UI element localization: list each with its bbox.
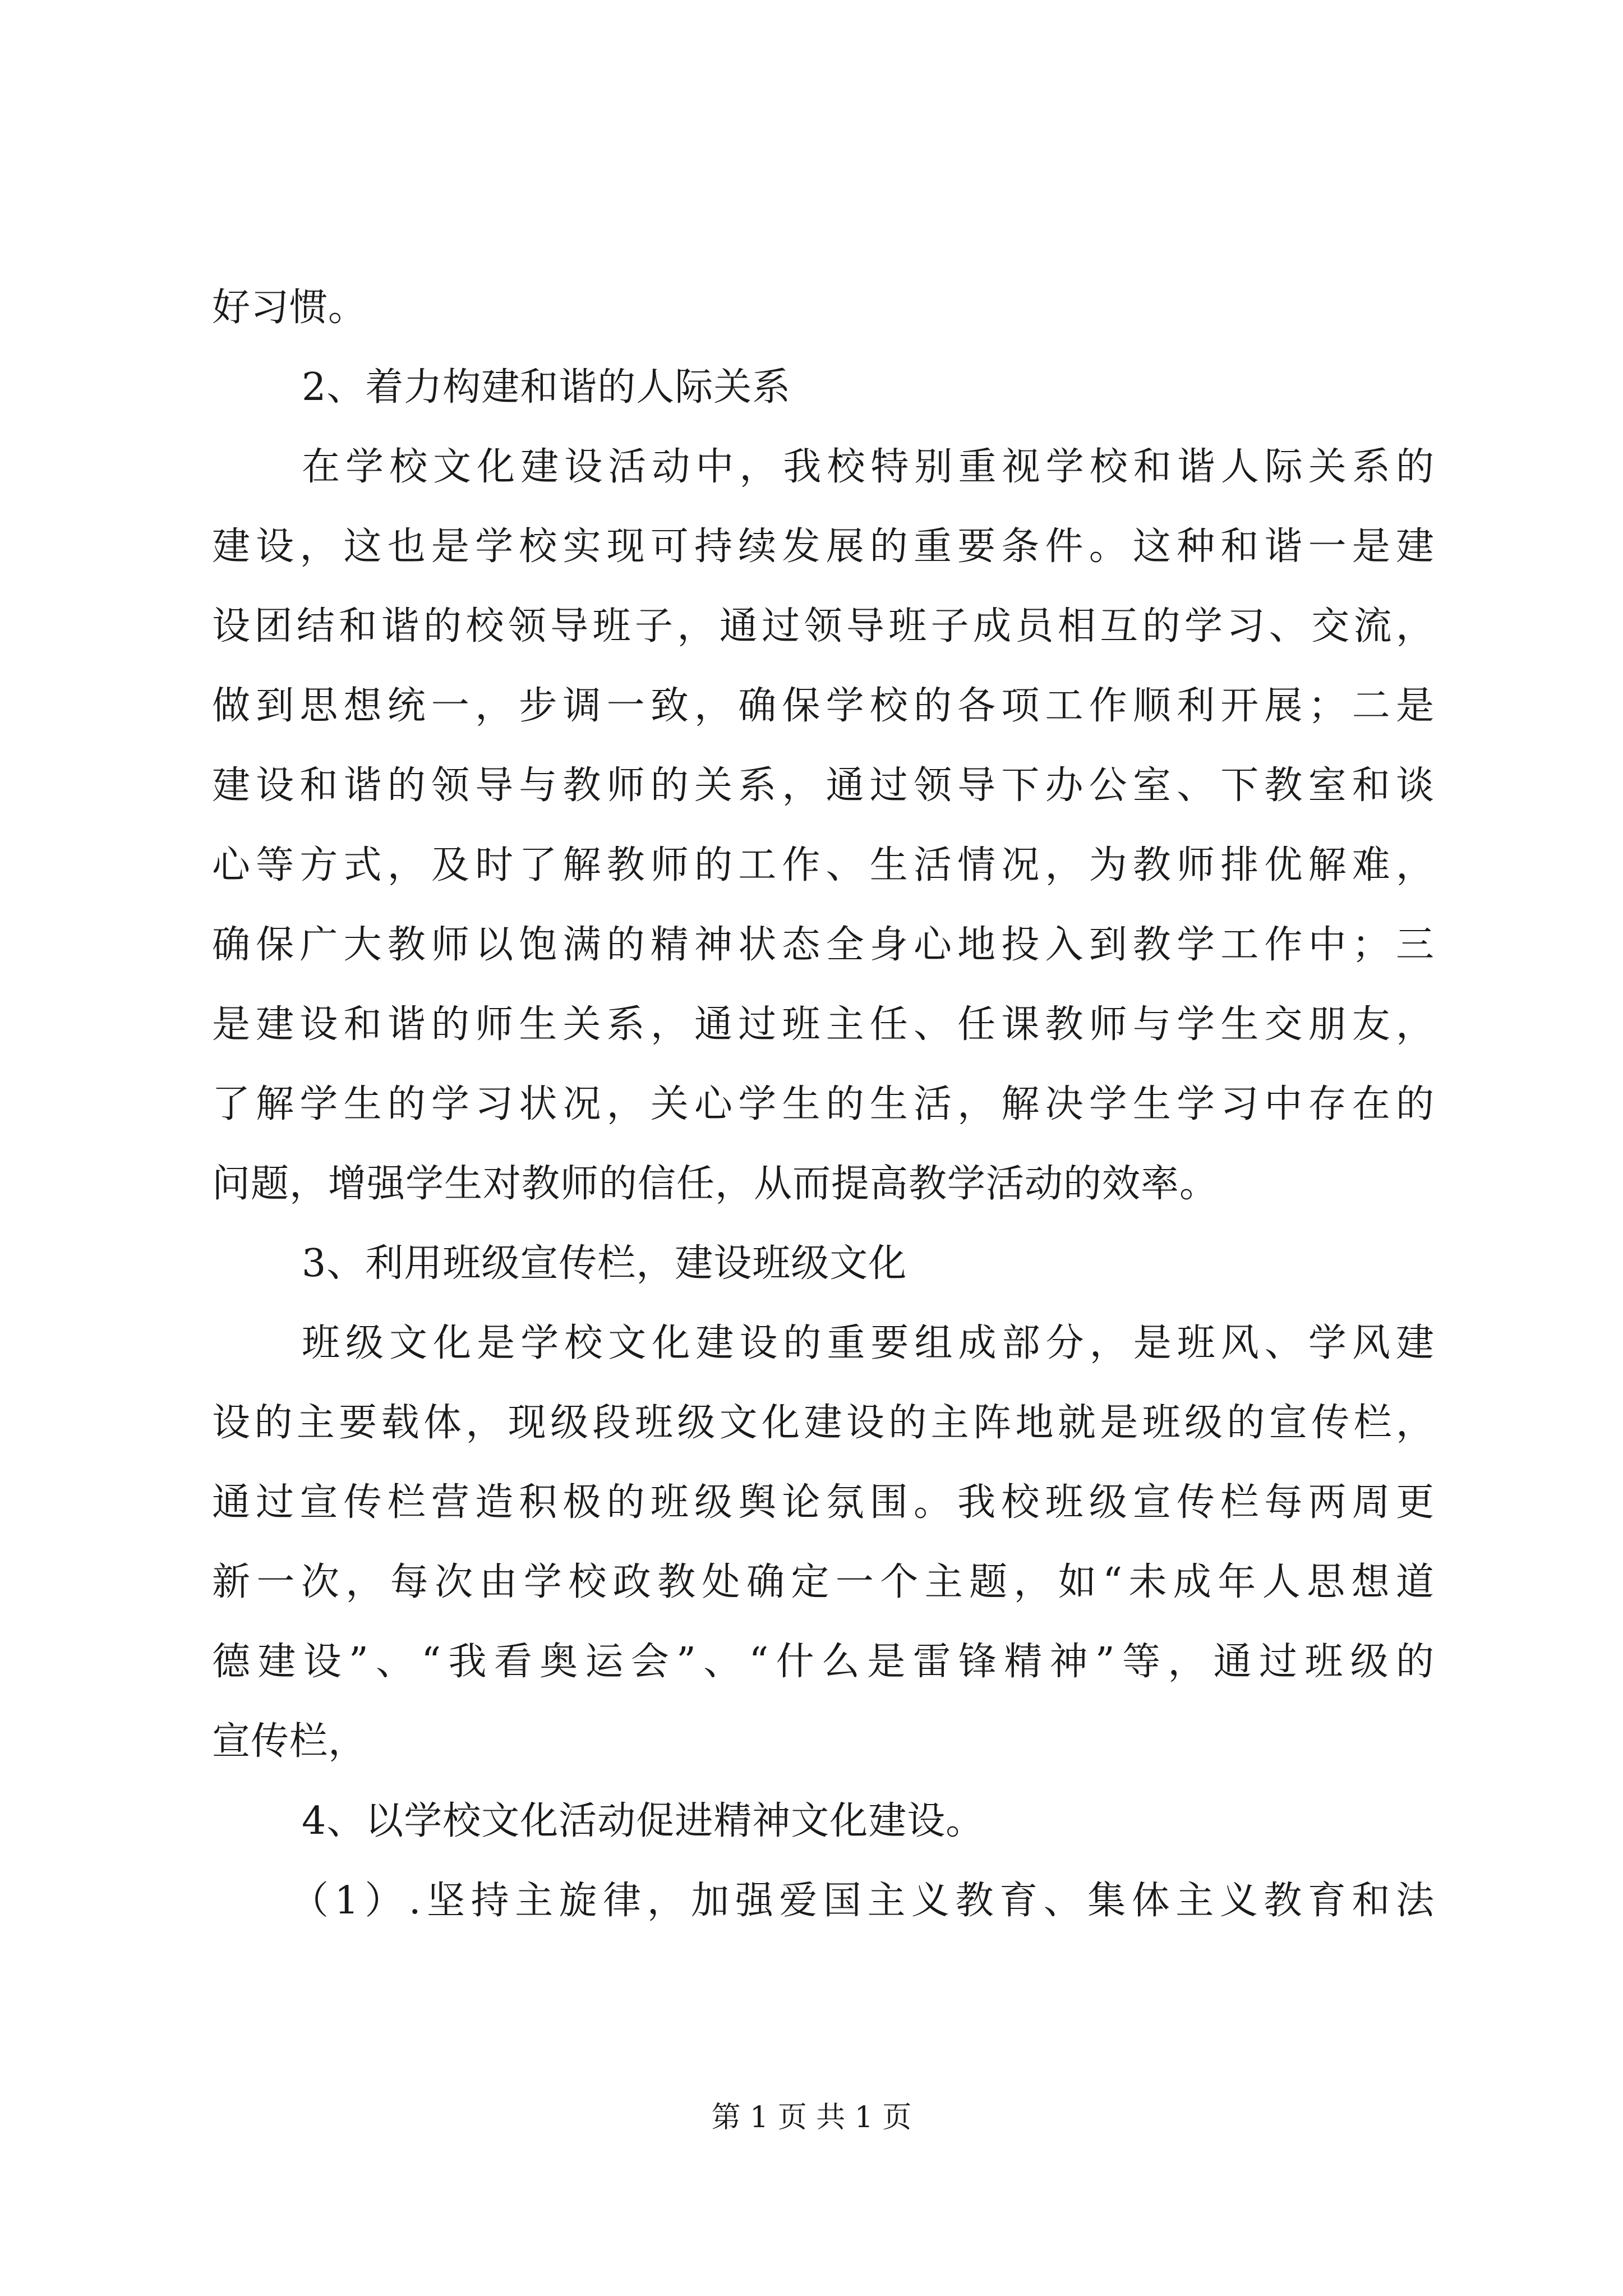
- text-line: 班级文化是学校文化建设的重要组成部分，是班风、学风建: [302, 1321, 1435, 1365]
- section-heading: 4、以学校文化活动促进精神文化建设。: [302, 1799, 985, 1843]
- section-heading: 3、利用班级宣传栏，建设班级文化: [302, 1241, 907, 1286]
- text-line: 宣传栏，: [212, 1719, 367, 1764]
- text-line: 通过宣传栏营造积极的班级舆论氛围。我校班级宣传栏每两周更: [212, 1480, 1435, 1525]
- text-line: 做到思想统一，步调一致，确保学校的各项工作顺利开展；二是: [212, 684, 1435, 728]
- text-line: 建设和谐的领导与教师的关系，通过领导下办公室、下教室和谈: [212, 763, 1435, 808]
- text-line: （1）.坚持主旋律，加强爱国主义教育、集体主义教育和法: [291, 1879, 1435, 1923]
- text-line: 在学校文化建设活动中，我校特别重视学校和谐人际关系的: [302, 445, 1435, 489]
- text-line: 确保广大教师以饱满的精神状态全身心地投入到教学工作中；三: [212, 923, 1435, 967]
- text-line: 好习惯。: [212, 286, 367, 330]
- body-text: [212, 268, 1435, 1941]
- text-line: 设团结和谐的校领导班子，通过领导班子成员相互的学习、交流，: [212, 604, 1435, 648]
- page-number-footer: 第 1 页 共 1 页: [711, 2101, 912, 2134]
- text-line: 是建设和谐的师生关系，通过班主任、任课教师与学生交朋友，: [212, 1002, 1435, 1047]
- section-heading: 2、着力构建和谐的人际关系: [302, 365, 791, 409]
- text-line: 了解学生的学习状况，关心学生的生活，解决学生学习中存在的: [212, 1082, 1435, 1126]
- text-line: 设的主要载体，现级段班级文化建设的主阵地就是班级的宣传栏，: [212, 1401, 1435, 1445]
- text-line: 新一次，每次由学校政教处确定一个主题，如“未成年人思想道: [212, 1560, 1435, 1604]
- text-line: 德建设”、“我看奥运会”、“什么是雷锋精神”等，通过班级的: [212, 1640, 1435, 1684]
- text-line: 问题，增强学生对教师的信任，从而提高教学活动的效率。: [212, 1162, 1219, 1206]
- text-line: 心等方式，及时了解教师的工作、生活情况，为教师排优解难，: [212, 843, 1435, 887]
- text-line: 建设，这也是学校实现可持续发展的重要条件。这种和谐一是建: [212, 524, 1435, 569]
